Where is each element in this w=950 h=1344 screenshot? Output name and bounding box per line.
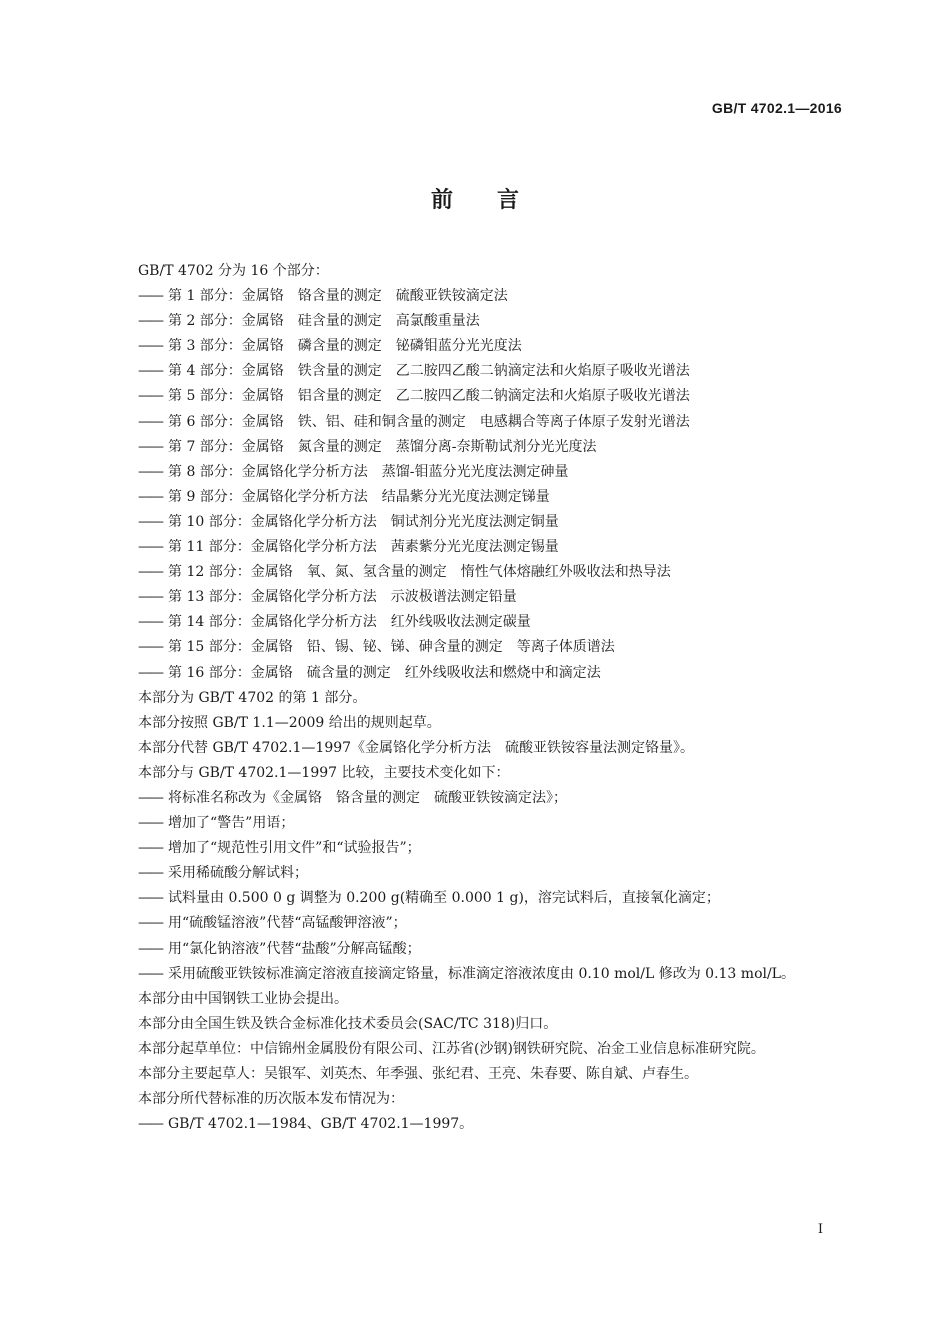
list-item: —— 第 4 部分：金属铬 铁含量的测定 乙二胺四乙酸二钠滴定法和火焰原子吸收光谱法: [108, 359, 844, 384]
dash-marker: ——: [138, 589, 162, 606]
list-item: —— 第 14 部分：金属铬化学分析方法 红外线吸收法测定碳量: [108, 610, 844, 635]
changes-list: [108, 786, 844, 987]
part-statement: 本部分为 GB/T 4702 的第 1 部分。: [138, 689, 367, 706]
centralized-statement: 本部分由全国生铁及铁合金标准化技术委员会(SAC/TC 318)归口。: [138, 1015, 558, 1032]
list-item: —— 第 2 部分：金属铬 硅含量的测定 高氯酸重量法: [108, 309, 844, 334]
dash-marker: ——: [138, 965, 162, 982]
page-title: 前言: [430, 188, 563, 213]
page-number: I: [817, 1222, 823, 1237]
list-item: —— 第 15 部分：金属铬 铅、锡、铋、锑、砷含量的测定 等离子体质谱法: [108, 635, 844, 660]
comparison-statement: 本部分与 GB/T 4702.1—1997 比较，主要技术变化如下：: [138, 764, 510, 781]
dash-marker: ——: [138, 438, 162, 455]
list-item: —— 第 8 部分：金属铬化学分析方法 蒸馏-钼蓝分光光度法测定砷量: [108, 460, 844, 485]
rules-statement: 本部分按照 GB/T 1.1—2009 给出的规则起草。: [138, 714, 441, 731]
dash-marker: ——: [138, 413, 162, 430]
dash-marker: ——: [138, 1116, 162, 1133]
dash-marker: ——: [138, 288, 162, 305]
list-item: —— 第 5 部分：金属铬 铝含量的测定 乙二胺四乙酸二钠滴定法和火焰原子吸收光谱法: [108, 384, 844, 409]
dash-marker: ——: [138, 840, 162, 857]
dash-marker: ——: [138, 614, 162, 631]
dash-marker: ——: [138, 463, 162, 480]
history-statement: 本部分所代替标准的历次版本发布情况为：: [138, 1091, 404, 1108]
drafting-units-statement: 本部分起草单位：中信锦州金属股份有限公司、江苏省(沙钢)钢铁研究院、冶金工业信息标准研究院。: [138, 1040, 765, 1057]
list-item: —— 用“硫酸锰溶液”代替“高锰酸钾溶液”；: [108, 911, 844, 936]
dash-marker: ——: [138, 815, 162, 832]
list-item: —— 采用稀硫酸分解试料；: [108, 861, 844, 886]
list-item: —— 第 6 部分：金属铬 铁、铝、硅和铜含量的测定 电感耦合等离子体原子发射光谱法: [108, 410, 844, 435]
standard-number: GB/T 4702.1—2016: [711, 100, 842, 116]
dash-marker: ——: [138, 664, 162, 681]
dash-marker: ——: [138, 865, 162, 882]
list-item: —— GB/T 4702.1—1984、GB/T 4702.1—1997。: [108, 1112, 844, 1137]
list-item: —— 第 11 部分：金属铬化学分析方法 茜素紫分光光度法测定锡量: [108, 535, 844, 560]
dash-marker: ——: [138, 363, 162, 380]
parts-list: [108, 284, 844, 686]
dash-marker: ——: [138, 539, 162, 556]
list-item: —— 第 16 部分：金属铬 硫含量的测定 红外线吸收法和燃烧中和滴定法: [108, 661, 844, 686]
list-item: —— 第 3 部分：金属铬 磷含量的测定 铋磷钼蓝分光光度法: [108, 334, 844, 359]
replacement-statement: 本部分代替 GB/T 4702.1—1997《金属铬化学分析方法 硫酸亚铁铵容量法测定铬量》。: [138, 739, 695, 756]
dash-marker: ——: [138, 890, 162, 907]
proposer-statement: 本部分由中国钢铁工业协会提出。: [138, 990, 348, 1007]
history-list: [108, 1112, 844, 1137]
list-item: —— 第 1 部分：金属铬 铬含量的测定 硫酸亚铁铵滴定法: [108, 284, 844, 309]
list-item: —— 第 12 部分：金属铬 氧、氮、氢含量的测定 惰性气体熔融红外吸收法和热导法: [108, 560, 844, 585]
list-item: —— 将标准名称改为《金属铬 铬含量的测定 硫酸亚铁铵滴定法》；: [108, 786, 844, 811]
dash-marker: ——: [138, 488, 162, 505]
list-item: —— 第 10 部分：金属铬化学分析方法 铜试剂分光光度法测定铜量: [108, 510, 844, 535]
list-item: —— 增加了“警告”用语；: [108, 811, 844, 836]
list-item: —— 第 13 部分：金属铬化学分析方法 示波极谱法测定铅量: [108, 585, 844, 610]
list-item: —— 第 9 部分：金属铬化学分析方法 结晶紫分光光度法测定锑量: [108, 485, 844, 510]
dash-marker: ——: [138, 639, 162, 656]
dash-marker: ——: [138, 789, 162, 806]
foreword-body: [108, 259, 844, 1137]
dash-marker: ——: [138, 338, 162, 355]
dash-marker: ——: [138, 313, 162, 330]
intro-paragraph: GB/T 4702 分为 16 个部分：: [138, 263, 329, 279]
dash-marker: ——: [138, 513, 162, 530]
dash-marker: ——: [138, 940, 162, 957]
list-item: —— 采用硫酸亚铁铵标准滴定溶液直接滴定铬量，标准滴定溶液浓度由 0.10 mol/L 修改为 0.13 mol/L。: [108, 962, 844, 987]
list-item: —— 第 7 部分：金属铬 氮含量的测定 蒸馏分离-奈斯勒试剂分光光度法: [108, 435, 844, 460]
drafters-statement: 本部分主要起草人：吴银军、刘英杰、年季强、张纪君、王亮、朱春要、陈自斌、卢春生。: [138, 1066, 698, 1082]
dash-marker: ——: [138, 915, 162, 932]
list-item: —— 增加了“规范性引用文件”和“试验报告”；: [108, 836, 844, 861]
list-item: —— 试料量由 0.500 0 g 调整为 0.200 g(精确至 0.000 1 g)，溶完试料后，直接氧化滴定；: [108, 886, 844, 911]
list-item: —— 用“氯化钠溶液”代替“盐酸”分解高锰酸；: [108, 937, 844, 962]
dash-marker: ——: [138, 564, 162, 581]
dash-marker: ——: [138, 388, 162, 405]
